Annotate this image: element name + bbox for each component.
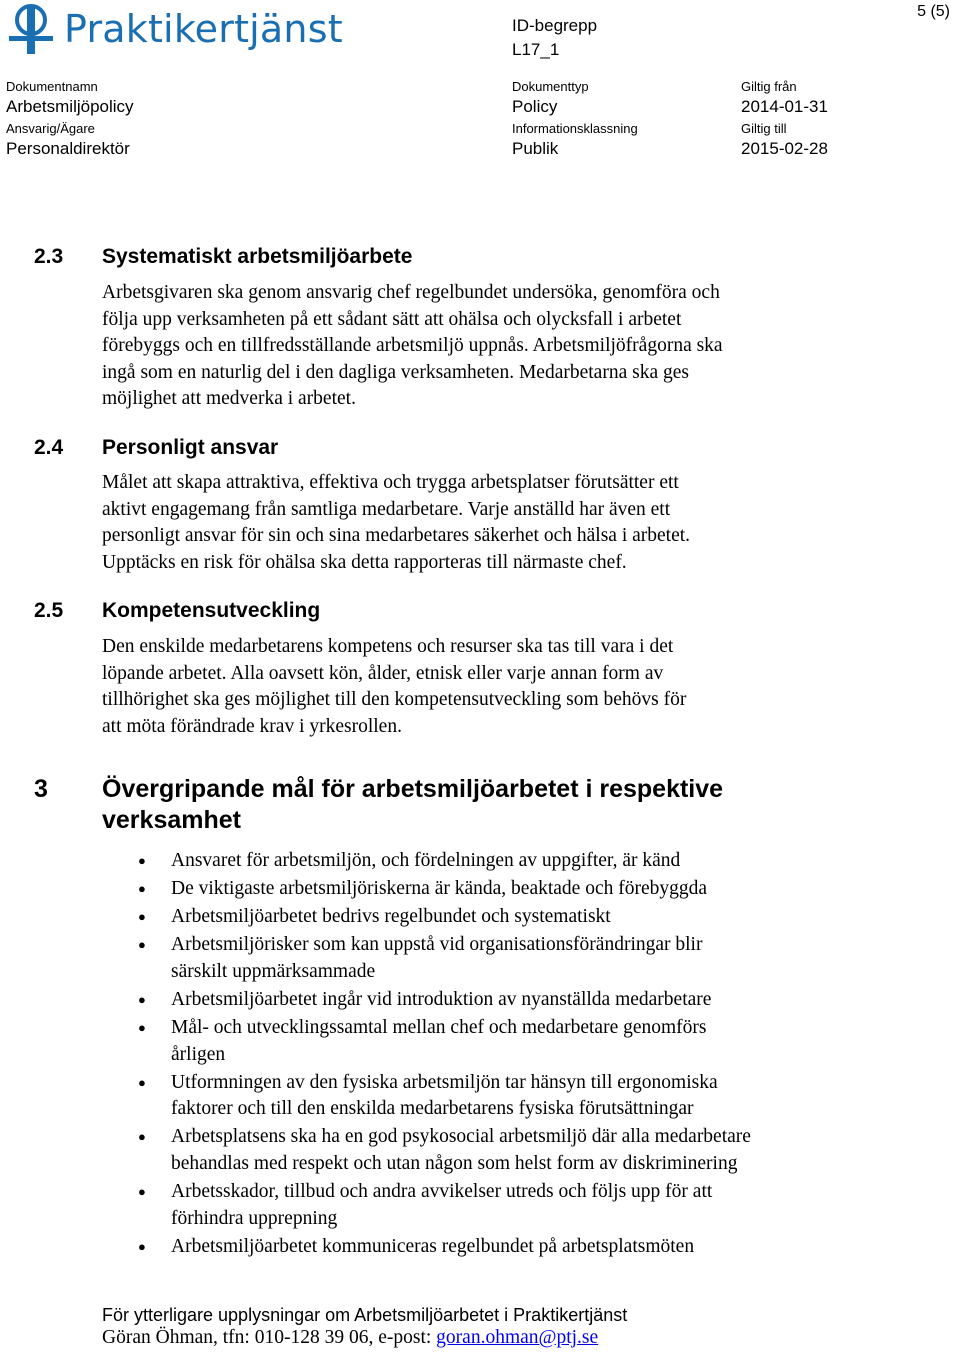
section-number: 3 — [34, 775, 48, 803]
section-2-4-body — [102, 470, 862, 576]
paragraph-line: personligt ansvar för sin och sina medarbetares säkerhet och hälsa i arbetet. — [102, 525, 691, 547]
list-item-text: Arbetsskador, tillbud och andra avvikelser utreds och följs upp för att förhindra upprepning — [171, 1181, 713, 1229]
bullet-icon: ● — [138, 937, 146, 953]
section-number: 2.5 — [34, 599, 64, 622]
paragraph-line: Arbetsgivaren ska genom ansvarig chef regelbundet undersöka, genomföra och — [102, 282, 720, 303]
bullet-icon: ● — [138, 1074, 146, 1090]
paragraph-line: ingå som en naturlig del i den dagliga verksamheten. Medarbetarna ska ges — [102, 361, 689, 383]
list-item-text: Arbetsmiljöarbetet bedrivs regelbundet och systematiskt — [171, 906, 611, 928]
doc-type-value: Policy — [512, 97, 558, 116]
list-item-text: Ansvaret för arbetsmiljön, och fördelningen av uppgifter, är känd — [171, 850, 681, 871]
section-title: Övergripande mål för arbetsmiljöarbetet i respektive verksamhet — [102, 775, 724, 834]
bullet-icon: ● — [138, 881, 146, 897]
contact-text: Göran Öhman, tfn: 010-128 39 06, e-post: — [102, 1327, 437, 1348]
goals-bullet-list — [102, 848, 882, 1262]
list-item — [102, 987, 882, 1014]
paragraph-line: Den enskilde medarbetarens kompetens och resurser ska tas till vara i det — [102, 636, 674, 657]
list-item — [102, 1070, 882, 1123]
valid-from-label: Giltig från — [741, 79, 797, 94]
section-2-3-heading — [34, 245, 834, 271]
section-title: Kompetensutveckling — [102, 599, 321, 622]
bullet-icon: ● — [138, 909, 146, 925]
section-2-4-heading — [34, 436, 834, 462]
section-2-3-body — [102, 280, 862, 413]
owner-label: Ansvarig/Ägare — [6, 121, 95, 136]
bullet-icon: ● — [138, 1020, 146, 1036]
valid-to-label: Giltig till — [741, 121, 787, 136]
list-item — [102, 1179, 882, 1232]
list-item-text: De viktigaste arbetsmiljöriskerna är kända, beaktade och förebyggda — [171, 878, 708, 900]
paragraph-line: Målet att skapa attraktiva, effektiva och trygga arbetsplatser förutsätter ett — [102, 472, 679, 493]
page-number: 5 (5) — [917, 3, 950, 20]
paragraph-line: möjlighet att medverka i arbetet. — [102, 388, 356, 410]
bullet-icon: ● — [138, 991, 146, 1007]
section-2-5-body — [102, 634, 862, 740]
footer-contact — [102, 1327, 598, 1349]
class-label: Informationsklassning — [512, 121, 638, 136]
section-3-heading — [34, 774, 894, 838]
email-link[interactable]: goran.ohman@ptj.se — [436, 1327, 599, 1348]
paragraph-line: aktivt engagemang från samtliga medarbetare. Varje anställd har även ett — [102, 498, 671, 520]
list-item — [102, 876, 882, 903]
section-title: Systematiskt arbetsmiljöarbete — [102, 245, 413, 268]
footer-info: För ytterligare upplysningar om Arbetsmiljöarbetet i Praktikertjänst — [102, 1305, 628, 1325]
id-value: L17_1 — [512, 40, 560, 59]
paragraph-line: löpande arbetet. Alla oavsett kön, ålder, etnisk eller varje annan form av — [102, 662, 664, 684]
list-item-text: Arbetsplatsens ska ha en god psykosocial arbetsmiljö där alla medarbetare behandlas med respekt och utan någon som helst form av diskriminering — [171, 1126, 751, 1175]
list-item-text: Utformningen av den fysiska arbetsmiljön tar hänsyn till ergonomiska faktorer och till den enskilda medarbetarens fysiska förutsättningar — [171, 1071, 718, 1120]
list-item — [102, 1234, 882, 1261]
paragraph-line: tillhörighet ska ges möjlighet till den kompetensutveckling som behövs för — [102, 689, 687, 711]
paragraph-line: att möta förändrade krav i yrkesrollen. — [102, 715, 402, 737]
valid-from-value: 2014-01-31 — [741, 97, 828, 116]
bullet-icon: ● — [138, 1184, 146, 1200]
list-item-text: Arbetsmiljöarbetet ingår vid introduktion av nyanställda medarbetare — [171, 988, 712, 1010]
id-label: ID-begrepp — [512, 16, 598, 35]
valid-to-value: 2015-02-28 — [741, 139, 828, 158]
class-value: Publik — [512, 139, 559, 158]
paragraph-line: Upptäcks en risk för ohälsa ska detta rapporteras till närmaste chef. — [102, 551, 627, 573]
bullet-icon: ● — [138, 853, 146, 868]
bullet-icon: ● — [138, 1238, 146, 1254]
list-item — [102, 904, 882, 931]
doc-type-label: Dokumenttyp — [512, 79, 589, 94]
list-item-text: Arbetsmiljöarbetet kommuniceras regelbundet på arbetsplatsmöten — [171, 1235, 695, 1257]
doc-name-label: Dokumentnamn — [6, 79, 98, 94]
list-item — [102, 1015, 882, 1068]
section-number: 2.4 — [34, 436, 64, 459]
brand-logo — [6, 2, 343, 56]
bullet-icon: ● — [138, 1129, 146, 1145]
doc-name-value: Arbetsmiljöpolicy — [6, 97, 134, 116]
brand-name: Praktikertjänst — [64, 7, 343, 51]
section-title: Personligt ansvar — [102, 436, 279, 459]
paragraph-line: förebyggs och en tillfredsställande arbetsmiljö uppnås. Arbetsmiljöfrågorna ska — [102, 335, 723, 357]
praktikertjanst-logo-icon — [6, 2, 56, 56]
section-2-5-heading — [34, 599, 834, 625]
list-item — [102, 932, 882, 985]
owner-value: Personaldirektör — [6, 139, 130, 158]
paragraph-line: följa upp verksamheten på ett sådant sätt att ohälsa och olycksfall i arbetet — [102, 308, 682, 330]
list-item-text: Arbetsmiljörisker som kan uppstå vid organisationsförändringar blir särskilt uppmärksammade — [171, 934, 703, 982]
list-item — [102, 1124, 882, 1177]
section-number: 2.3 — [34, 245, 64, 268]
list-item-text: Mål- och utvecklingssamtal mellan chef och medarbetare genomförs årligen — [171, 1017, 707, 1065]
list-item — [102, 848, 882, 875]
